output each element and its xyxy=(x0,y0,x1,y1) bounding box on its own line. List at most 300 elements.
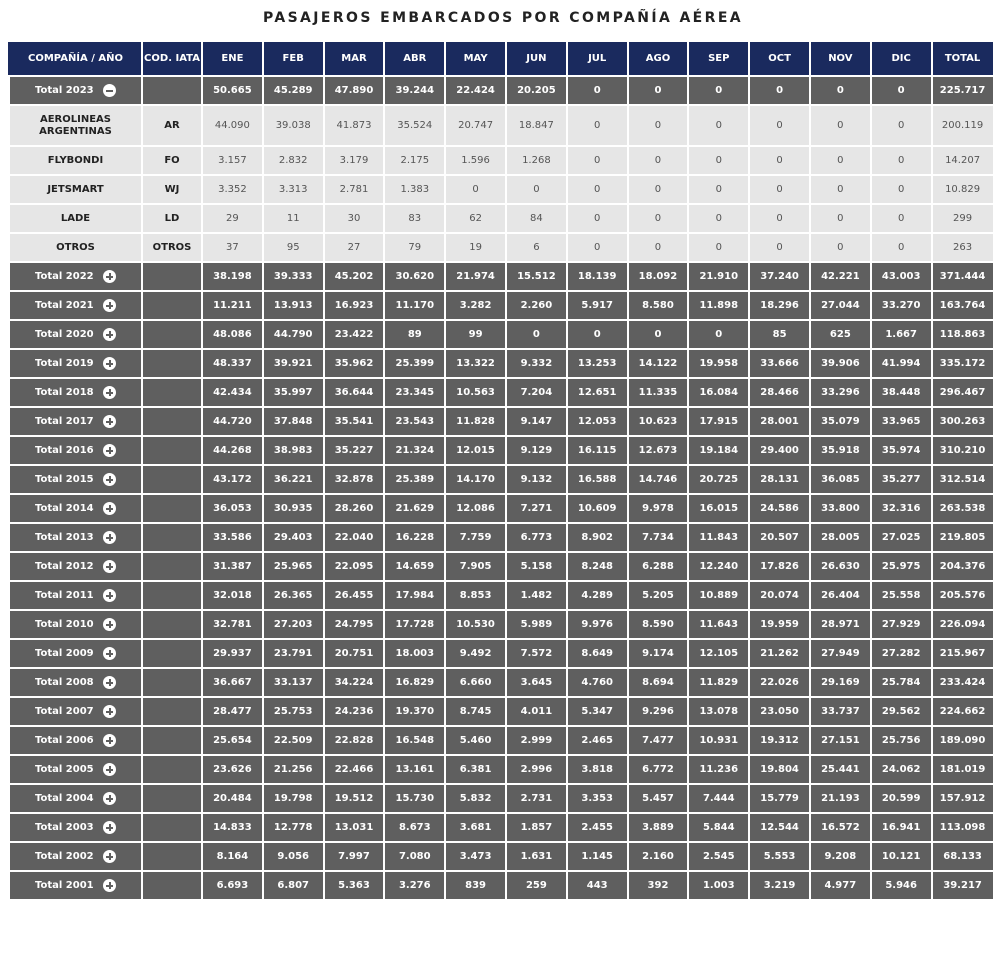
month-value-cell: 28.005 xyxy=(810,523,871,552)
row-label-cell[interactable] xyxy=(9,726,142,755)
month-value-cell: 33.137 xyxy=(263,668,324,697)
month-value-cell: 25.753 xyxy=(263,697,324,726)
month-value-cell: 8.902 xyxy=(567,523,628,552)
expand-icon[interactable] xyxy=(103,473,116,486)
year-total-row[interactable] xyxy=(9,842,994,871)
year-total-row[interactable] xyxy=(9,320,994,349)
row-label-cell[interactable] xyxy=(9,320,142,349)
month-value-cell: 3.219 xyxy=(749,871,810,900)
year-label-group[interactable] xyxy=(35,850,116,863)
month-value-cell: 39.921 xyxy=(263,349,324,378)
year-label-group[interactable] xyxy=(35,357,116,370)
month-value-cell: 5.832 xyxy=(445,784,506,813)
expand-icon[interactable] xyxy=(103,415,116,428)
year-total-row[interactable] xyxy=(9,407,994,436)
month-value-cell: 36.644 xyxy=(324,378,385,407)
row-total-cell: 225.717 xyxy=(932,76,994,105)
year-total-row[interactable] xyxy=(9,436,994,465)
expand-icon[interactable] xyxy=(103,792,116,805)
expand-icon[interactable] xyxy=(103,386,116,399)
month-value-cell: 23.050 xyxy=(749,697,810,726)
expand-icon[interactable] xyxy=(103,763,116,776)
month-value-cell: 7.271 xyxy=(506,494,567,523)
month-value-cell: 17.826 xyxy=(749,552,810,581)
month-value-cell: 3.818 xyxy=(567,755,628,784)
year-label-group[interactable] xyxy=(35,676,116,689)
column-header: AGO xyxy=(628,41,689,76)
month-value-cell: 41.873 xyxy=(324,105,385,146)
year-label-group[interactable] xyxy=(35,328,116,341)
expand-icon[interactable] xyxy=(103,270,116,283)
month-value-cell: 12.086 xyxy=(445,494,506,523)
month-value-cell: 5.158 xyxy=(506,552,567,581)
month-value-cell: 0 xyxy=(871,76,932,105)
month-value-cell: 2.545 xyxy=(688,842,749,871)
month-value-cell: 39.333 xyxy=(263,262,324,291)
row-total-cell: 219.805 xyxy=(932,523,994,552)
month-value-cell: 28.971 xyxy=(810,610,871,639)
year-label: Total 2018 xyxy=(35,387,94,398)
month-value-cell: 31.387 xyxy=(202,552,263,581)
expand-icon[interactable] xyxy=(103,328,116,341)
year-label-group[interactable] xyxy=(35,299,116,312)
year-label-group[interactable] xyxy=(35,589,116,602)
month-value-cell: 27 xyxy=(324,233,385,262)
row-label-cell[interactable] xyxy=(9,552,142,581)
month-value-cell: 1.268 xyxy=(506,146,567,175)
month-value-cell: 0 xyxy=(628,146,689,175)
year-label-group[interactable] xyxy=(35,821,116,834)
row-total-cell: 163.764 xyxy=(932,291,994,320)
month-value-cell: 9.296 xyxy=(628,697,689,726)
month-value-cell: 2.996 xyxy=(506,755,567,784)
month-value-cell: 259 xyxy=(506,871,567,900)
month-value-cell: 83 xyxy=(384,204,445,233)
month-value-cell: 24.062 xyxy=(871,755,932,784)
month-value-cell: 6.693 xyxy=(202,871,263,900)
month-value-cell: 89 xyxy=(384,320,445,349)
month-value-cell: 22.509 xyxy=(263,726,324,755)
year-label-group[interactable] xyxy=(35,415,116,428)
month-value-cell: 17.915 xyxy=(688,407,749,436)
month-value-cell: 2.832 xyxy=(263,146,324,175)
month-value-cell: 48.337 xyxy=(202,349,263,378)
month-value-cell: 0 xyxy=(871,204,932,233)
month-value-cell: 25.558 xyxy=(871,581,932,610)
month-value-cell: 0 xyxy=(628,105,689,146)
month-value-cell: 35.227 xyxy=(324,436,385,465)
row-total-cell: 310.210 xyxy=(932,436,994,465)
month-value-cell: 33.800 xyxy=(810,494,871,523)
year-total-row[interactable] xyxy=(9,552,994,581)
expand-icon[interactable] xyxy=(103,821,116,834)
iata-code-cell xyxy=(142,320,202,349)
row-label-cell[interactable] xyxy=(9,407,142,436)
row-total-cell: 157.912 xyxy=(932,784,994,813)
row-label-cell[interactable] xyxy=(9,291,142,320)
month-value-cell: 8.694 xyxy=(628,668,689,697)
month-value-cell: 8.673 xyxy=(384,813,445,842)
month-value-cell: 0 xyxy=(749,175,810,204)
month-value-cell: 26.404 xyxy=(810,581,871,610)
year-label-group[interactable] xyxy=(35,270,116,283)
year-label: Total 2014 xyxy=(35,503,94,514)
month-value-cell: 0 xyxy=(688,320,749,349)
month-value-cell: 12.053 xyxy=(567,407,628,436)
expand-icon[interactable] xyxy=(103,357,116,370)
row-label-cell[interactable] xyxy=(9,76,142,105)
year-total-row[interactable] xyxy=(9,465,994,494)
month-value-cell: 29.400 xyxy=(749,436,810,465)
year-label-group[interactable] xyxy=(35,734,116,747)
month-value-cell: 12.015 xyxy=(445,436,506,465)
expand-icon[interactable] xyxy=(103,676,116,689)
month-value-cell: 625 xyxy=(810,320,871,349)
column-header: SEP xyxy=(688,41,749,76)
month-value-cell: 36.221 xyxy=(263,465,324,494)
month-value-cell: 0 xyxy=(688,105,749,146)
month-value-cell: 13.161 xyxy=(384,755,445,784)
month-value-cell: 3.313 xyxy=(263,175,324,204)
year-label-group[interactable] xyxy=(35,473,116,486)
month-value-cell: 5.553 xyxy=(749,842,810,871)
year-label: Total 2011 xyxy=(35,590,94,601)
row-label-cell xyxy=(9,204,142,233)
month-value-cell: 0 xyxy=(749,76,810,105)
row-label-cell xyxy=(9,175,142,204)
month-value-cell: 0 xyxy=(506,320,567,349)
month-value-cell: 8.745 xyxy=(445,697,506,726)
month-value-cell: 3.645 xyxy=(506,668,567,697)
month-value-cell: 4.977 xyxy=(810,871,871,900)
row-label-cell[interactable] xyxy=(9,523,142,552)
year-label: Total 2022 xyxy=(35,271,94,282)
row-label-cell[interactable] xyxy=(9,842,142,871)
month-value-cell: 23.626 xyxy=(202,755,263,784)
row-label-cell[interactable] xyxy=(9,639,142,668)
year-total-row[interactable] xyxy=(9,581,994,610)
month-value-cell: 0 xyxy=(567,146,628,175)
month-value-cell: 18.092 xyxy=(628,262,689,291)
month-value-cell: 22.424 xyxy=(445,76,506,105)
month-value-cell: 44.090 xyxy=(202,105,263,146)
month-value-cell: 0 xyxy=(871,146,932,175)
month-value-cell: 1.631 xyxy=(506,842,567,871)
iata-code-cell xyxy=(142,842,202,871)
year-label-group[interactable] xyxy=(35,879,116,892)
iata-code-cell xyxy=(142,726,202,755)
expand-icon[interactable] xyxy=(103,560,116,573)
month-value-cell: 62 xyxy=(445,204,506,233)
expand-icon[interactable] xyxy=(103,502,116,515)
airline-row xyxy=(9,175,994,204)
airline-name: LADE xyxy=(60,212,91,224)
row-total-cell: 263 xyxy=(932,233,994,262)
month-value-cell: 19.958 xyxy=(688,349,749,378)
month-value-cell: 3.353 xyxy=(567,784,628,813)
row-label-cell[interactable] xyxy=(9,349,142,378)
year-total-row[interactable] xyxy=(9,639,994,668)
month-value-cell: 0 xyxy=(688,146,749,175)
year-label: Total 2004 xyxy=(35,793,94,804)
airline-name: OTROS xyxy=(56,241,95,253)
expand-icon[interactable] xyxy=(103,299,116,312)
iata-code-cell xyxy=(142,523,202,552)
month-value-cell: 24.586 xyxy=(749,494,810,523)
month-value-cell: 16.015 xyxy=(688,494,749,523)
month-value-cell: 9.147 xyxy=(506,407,567,436)
month-value-cell: 0 xyxy=(688,233,749,262)
row-total-cell: 200.119 xyxy=(932,105,994,146)
iata-code-cell xyxy=(142,494,202,523)
month-value-cell: 18.296 xyxy=(749,291,810,320)
year-total-row[interactable] xyxy=(9,755,994,784)
row-label-cell[interactable] xyxy=(9,465,142,494)
year-total-row[interactable] xyxy=(9,291,994,320)
month-value-cell: 36.085 xyxy=(810,465,871,494)
expand-icon[interactable] xyxy=(103,879,116,892)
year-total-row[interactable] xyxy=(9,76,994,105)
month-value-cell: 23.791 xyxy=(263,639,324,668)
month-value-cell: 29.562 xyxy=(871,697,932,726)
month-value-cell: 23.543 xyxy=(384,407,445,436)
month-value-cell: 37.848 xyxy=(263,407,324,436)
month-value-cell: 11.211 xyxy=(202,291,263,320)
row-label-cell[interactable] xyxy=(9,262,142,291)
month-value-cell: 21.262 xyxy=(749,639,810,668)
month-value-cell: 16.572 xyxy=(810,813,871,842)
month-value-cell: 95 xyxy=(263,233,324,262)
month-value-cell: 35.524 xyxy=(384,105,445,146)
row-label-cell[interactable] xyxy=(9,581,142,610)
row-label-cell[interactable] xyxy=(9,436,142,465)
expand-icon[interactable] xyxy=(103,647,116,660)
year-total-row[interactable] xyxy=(9,378,994,407)
expand-icon[interactable] xyxy=(103,850,116,863)
month-value-cell: 21.974 xyxy=(445,262,506,291)
airline-name: JETSMART xyxy=(47,183,104,195)
month-value-cell: 44.268 xyxy=(202,436,263,465)
row-label-cell[interactable] xyxy=(9,494,142,523)
month-value-cell: 45.202 xyxy=(324,262,385,291)
month-value-cell: 10.530 xyxy=(445,610,506,639)
year-label-group[interactable] xyxy=(35,705,116,718)
year-label-group[interactable] xyxy=(35,502,116,515)
month-value-cell: 15.779 xyxy=(749,784,810,813)
month-value-cell: 45.289 xyxy=(263,76,324,105)
month-value-cell: 27.949 xyxy=(810,639,871,668)
column-header: COD. IATA xyxy=(142,41,202,76)
expand-icon[interactable] xyxy=(103,444,116,457)
month-value-cell: 6.660 xyxy=(445,668,506,697)
month-value-cell: 85 xyxy=(749,320,810,349)
month-value-cell: 1.482 xyxy=(506,581,567,610)
year-label-group[interactable] xyxy=(35,618,116,631)
row-total-cell: 299 xyxy=(932,204,994,233)
month-value-cell: 32.316 xyxy=(871,494,932,523)
month-value-cell: 0 xyxy=(688,175,749,204)
row-total-cell: 189.090 xyxy=(932,726,994,755)
expand-icon[interactable] xyxy=(103,618,116,631)
iata-code-cell xyxy=(142,378,202,407)
row-total-cell: 300.263 xyxy=(932,407,994,436)
row-label-cell[interactable] xyxy=(9,784,142,813)
month-value-cell: 20.484 xyxy=(202,784,263,813)
month-value-cell: 5.460 xyxy=(445,726,506,755)
page-title: PASAJEROS EMBARCADOS POR COMPAÑÍA AÉREA xyxy=(262,10,744,26)
expand-icon[interactable] xyxy=(103,734,116,747)
month-value-cell: 9.208 xyxy=(810,842,871,871)
month-value-cell: 0 xyxy=(628,233,689,262)
month-value-cell: 13.322 xyxy=(445,349,506,378)
year-total-row[interactable] xyxy=(9,494,994,523)
column-header: OCT xyxy=(749,41,810,76)
year-label-group[interactable] xyxy=(35,444,116,457)
airline-row xyxy=(9,204,994,233)
row-label-cell[interactable] xyxy=(9,610,142,639)
month-value-cell: 5.989 xyxy=(506,610,567,639)
month-value-cell: 39.244 xyxy=(384,76,445,105)
month-value-cell: 0 xyxy=(810,204,871,233)
row-total-cell: 296.467 xyxy=(932,378,994,407)
month-value-cell: 25.784 xyxy=(871,668,932,697)
month-value-cell: 12.544 xyxy=(749,813,810,842)
month-value-cell: 2.455 xyxy=(567,813,628,842)
column-header: NOV xyxy=(810,41,871,76)
month-value-cell: 18.847 xyxy=(506,105,567,146)
row-label-cell xyxy=(9,233,142,262)
year-label-group[interactable] xyxy=(35,531,116,544)
year-label: Total 2009 xyxy=(35,648,94,659)
iata-code-cell xyxy=(142,291,202,320)
month-value-cell: 3.179 xyxy=(324,146,385,175)
year-label: Total 2017 xyxy=(35,416,94,427)
row-total-cell: 226.094 xyxy=(932,610,994,639)
column-header: DIC xyxy=(871,41,932,76)
month-value-cell: 11.828 xyxy=(445,407,506,436)
month-value-cell: 9.978 xyxy=(628,494,689,523)
month-value-cell: 4.011 xyxy=(506,697,567,726)
month-value-cell: 8.580 xyxy=(628,291,689,320)
year-label-group[interactable] xyxy=(35,386,116,399)
month-value-cell: 23.345 xyxy=(384,378,445,407)
month-value-cell: 8.164 xyxy=(202,842,263,871)
month-value-cell: 19.312 xyxy=(749,726,810,755)
airline-name: AEROLINEAS ARGENTINAS xyxy=(39,113,112,137)
month-value-cell: 41.994 xyxy=(871,349,932,378)
year-total-row[interactable] xyxy=(9,784,994,813)
collapse-icon[interactable] xyxy=(103,84,116,97)
year-total-row[interactable] xyxy=(9,523,994,552)
row-label-cell[interactable] xyxy=(9,378,142,407)
month-value-cell: 50.665 xyxy=(202,76,263,105)
year-total-row[interactable] xyxy=(9,726,994,755)
row-label-cell[interactable] xyxy=(9,813,142,842)
year-label: Total 2013 xyxy=(35,532,94,543)
month-value-cell: 33.737 xyxy=(810,697,871,726)
month-value-cell: 3.889 xyxy=(628,813,689,842)
month-value-cell: 32.878 xyxy=(324,465,385,494)
month-value-cell: 443 xyxy=(567,871,628,900)
month-value-cell: 27.929 xyxy=(871,610,932,639)
year-label: Total 2001 xyxy=(35,880,94,891)
year-label: Total 2020 xyxy=(35,329,94,340)
month-value-cell: 7.572 xyxy=(506,639,567,668)
month-value-cell: 6 xyxy=(506,233,567,262)
month-value-cell: 12.673 xyxy=(628,436,689,465)
month-value-cell: 2.175 xyxy=(384,146,445,175)
month-value-cell: 15.512 xyxy=(506,262,567,291)
month-value-cell: 42.434 xyxy=(202,378,263,407)
year-label-group[interactable] xyxy=(35,560,116,573)
iata-code-cell xyxy=(142,552,202,581)
row-label-cell[interactable] xyxy=(9,668,142,697)
year-total-row[interactable] xyxy=(9,697,994,726)
month-value-cell: 26.630 xyxy=(810,552,871,581)
column-header: MAR xyxy=(324,41,385,76)
month-value-cell: 10.931 xyxy=(688,726,749,755)
month-value-cell: 3.352 xyxy=(202,175,263,204)
year-total-row[interactable] xyxy=(9,813,994,842)
expand-icon[interactable] xyxy=(103,589,116,602)
iata-code-cell: WJ xyxy=(142,175,202,204)
month-value-cell: 27.044 xyxy=(810,291,871,320)
row-label-cell[interactable] xyxy=(9,697,142,726)
month-value-cell: 2.160 xyxy=(628,842,689,871)
expand-icon[interactable] xyxy=(103,705,116,718)
airline-row xyxy=(9,233,994,262)
month-value-cell: 16.923 xyxy=(324,291,385,320)
row-total-cell: 181.019 xyxy=(932,755,994,784)
year-total-row[interactable] xyxy=(9,349,994,378)
month-value-cell: 24.236 xyxy=(324,697,385,726)
month-value-cell: 7.997 xyxy=(324,842,385,871)
month-value-cell: 19.184 xyxy=(688,436,749,465)
month-value-cell: 7.734 xyxy=(628,523,689,552)
expand-icon[interactable] xyxy=(103,531,116,544)
month-value-cell: 44.790 xyxy=(263,320,324,349)
month-value-cell: 19.370 xyxy=(384,697,445,726)
month-value-cell: 20.599 xyxy=(871,784,932,813)
column-header: JUL xyxy=(567,41,628,76)
month-value-cell: 14.746 xyxy=(628,465,689,494)
month-value-cell: 3.276 xyxy=(384,871,445,900)
year-label-group[interactable] xyxy=(35,647,116,660)
year-label: Total 2016 xyxy=(35,445,94,456)
month-value-cell: 30.935 xyxy=(263,494,324,523)
month-value-cell: 13.913 xyxy=(263,291,324,320)
month-value-cell: 19.798 xyxy=(263,784,324,813)
row-label-cell[interactable] xyxy=(9,755,142,784)
month-value-cell: 5.205 xyxy=(628,581,689,610)
year-total-row[interactable] xyxy=(9,871,994,900)
month-value-cell: 5.917 xyxy=(567,291,628,320)
month-value-cell: 13.253 xyxy=(567,349,628,378)
month-value-cell: 33.586 xyxy=(202,523,263,552)
year-total-row[interactable] xyxy=(9,668,994,697)
year-total-row[interactable] xyxy=(9,262,994,291)
year-label-group[interactable] xyxy=(35,792,116,805)
month-value-cell: 10.889 xyxy=(688,581,749,610)
header-row xyxy=(9,41,994,76)
year-label-group[interactable] xyxy=(35,763,116,776)
year-label-group[interactable] xyxy=(35,84,116,97)
month-value-cell: 22.026 xyxy=(749,668,810,697)
month-value-cell: 27.025 xyxy=(871,523,932,552)
year-total-row[interactable] xyxy=(9,610,994,639)
month-value-cell: 43.003 xyxy=(871,262,932,291)
row-label-cell[interactable] xyxy=(9,871,142,900)
